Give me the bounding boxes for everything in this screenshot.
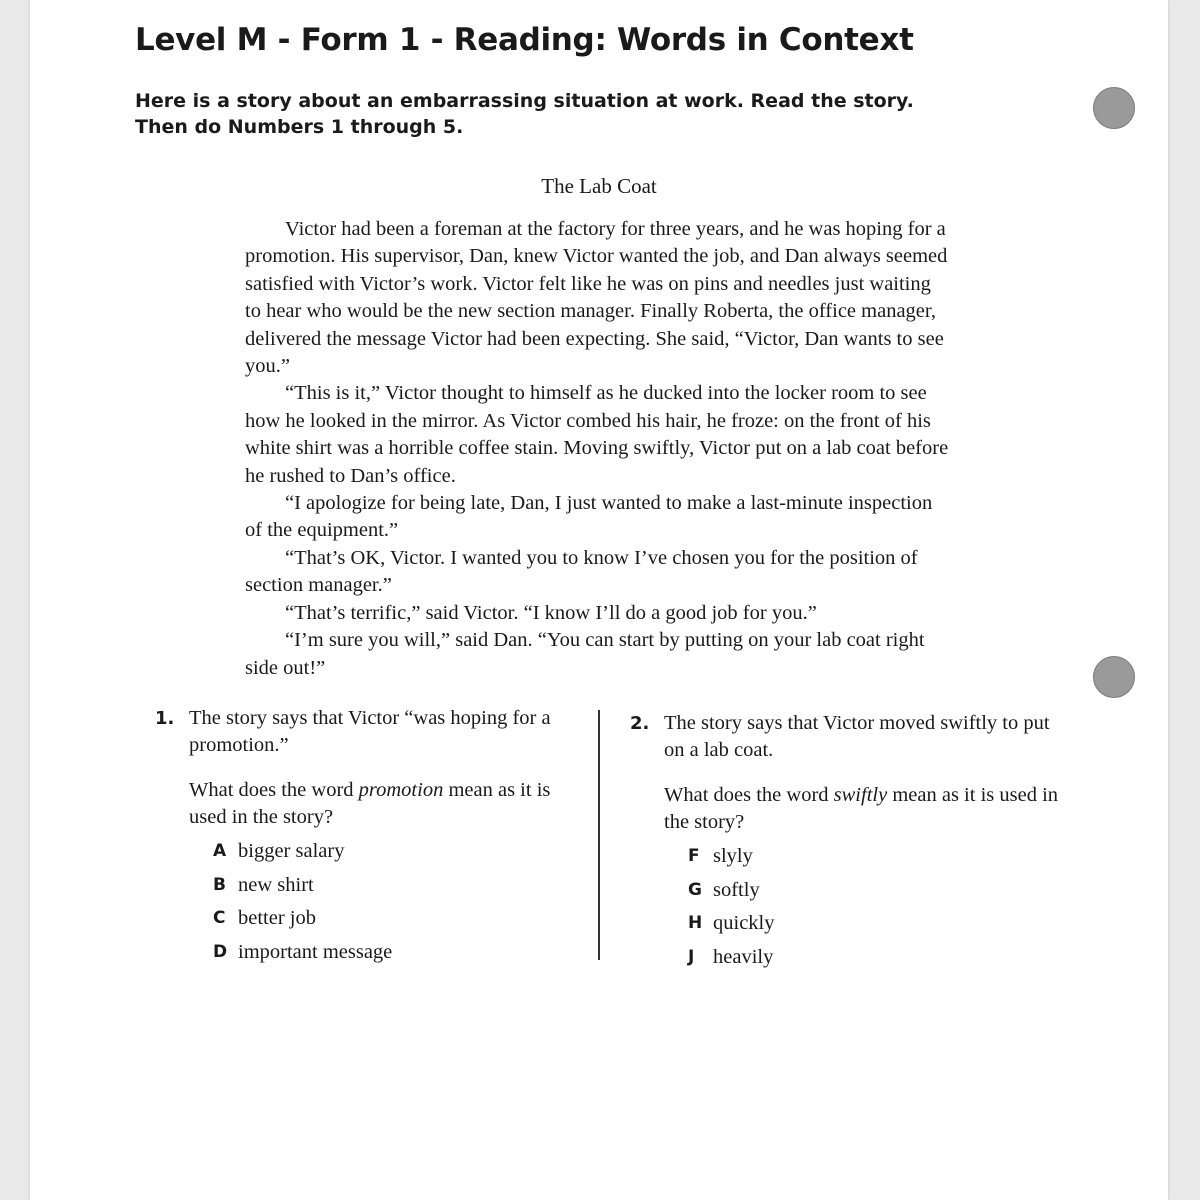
question-1 <box>155 705 575 969</box>
story-text <box>245 216 950 682</box>
option-letter: D <box>213 941 228 962</box>
option-letter: H <box>688 913 703 934</box>
story-paragraph: Victor had been a foreman at the factory for three years, and he was hoping for a promotion. His supervisor, Dan, knew Victor wanted the job, and Dan always seemed satisfied with Victor’s work. Victor felt like he was on pins and needles just waiting to hear who would be the new section manager. Finally Roberta, the office manager, delivered the message Victor had been expecting. She said, “Victor, Dan wants to see you.” <box>245 218 948 378</box>
option-text: quickly <box>713 912 775 935</box>
story-paragraph: “I apologize for being late, Dan, I just wanted to make a last-minute inspection of the equipment.” <box>245 492 933 542</box>
question-statement: The story says that Victor moved swiftly to put on a lab coat. <box>664 712 1050 761</box>
instructions: Here is a story about an embarrassing situation at work. Read the story. Then do Numbers 1 through 5. <box>135 90 914 138</box>
question-statement: The story says that Victor “was hoping for a promotion.” <box>189 707 551 756</box>
answer-option[interactable] <box>213 902 575 936</box>
answer-options <box>688 840 1070 974</box>
option-letter: A <box>213 841 227 862</box>
option-text: better job <box>238 907 316 930</box>
punch-hole-top <box>1093 87 1135 129</box>
answer-options <box>213 835 575 969</box>
question-number: 2. <box>630 713 650 734</box>
answer-option[interactable] <box>688 840 1070 874</box>
question-prompt: What does the word swiftly mean as it is used in the story? <box>664 784 1059 833</box>
answer-option[interactable] <box>688 907 1070 941</box>
option-text: softly <box>713 878 760 901</box>
punch-hole-middle <box>1093 656 1135 698</box>
story-paragraph: “This is it,” Victor thought to himself as he ducked into the locker room to see how he looked in the mirror. As Victor combed his hair, he froze: on the front of his white shirt was a horrible coffee stain. Moving swiftly, Victor put on a lab coat before he rushed to Dan’s office. <box>245 382 949 487</box>
target-word: swiftly <box>833 784 888 806</box>
story-title: The Lab Coat <box>541 174 657 198</box>
answer-option[interactable] <box>213 936 575 970</box>
question-prompt: What does the word promotion mean as it is used in the story? <box>189 779 551 828</box>
option-text: important message <box>238 940 393 963</box>
option-text: bigger salary <box>238 840 345 863</box>
option-letter: B <box>213 874 226 895</box>
answer-option[interactable] <box>213 869 575 903</box>
page-title: Level M - Form 1 - Reading: Words in Context <box>135 22 914 58</box>
option-letter: F <box>688 846 700 867</box>
story-paragraph: “That’s terrific,” said Victor. “I know I’ll do a good job for you.” <box>285 601 817 624</box>
answer-option[interactable] <box>213 835 575 869</box>
question-2 <box>630 710 1070 974</box>
option-text: new shirt <box>238 873 314 896</box>
answer-option[interactable] <box>688 941 1070 975</box>
target-word: promotion <box>358 779 444 801</box>
worksheet-page <box>30 0 1168 1200</box>
answer-option[interactable] <box>688 874 1070 908</box>
question-number: 1. <box>155 708 175 729</box>
story-paragraph: “That’s OK, Victor. I wanted you to know I’ve chosen you for the position of section manager.” <box>245 546 918 597</box>
option-letter: G <box>688 879 702 900</box>
story-paragraph: “I’m sure you will,” said Dan. “You can start by putting on your lab coat right side out!” <box>245 629 925 679</box>
column-divider <box>598 710 600 960</box>
option-letter: J <box>688 946 695 967</box>
option-text: slyly <box>713 845 753 868</box>
option-text: heavily <box>713 945 774 968</box>
option-letter: C <box>213 908 226 929</box>
